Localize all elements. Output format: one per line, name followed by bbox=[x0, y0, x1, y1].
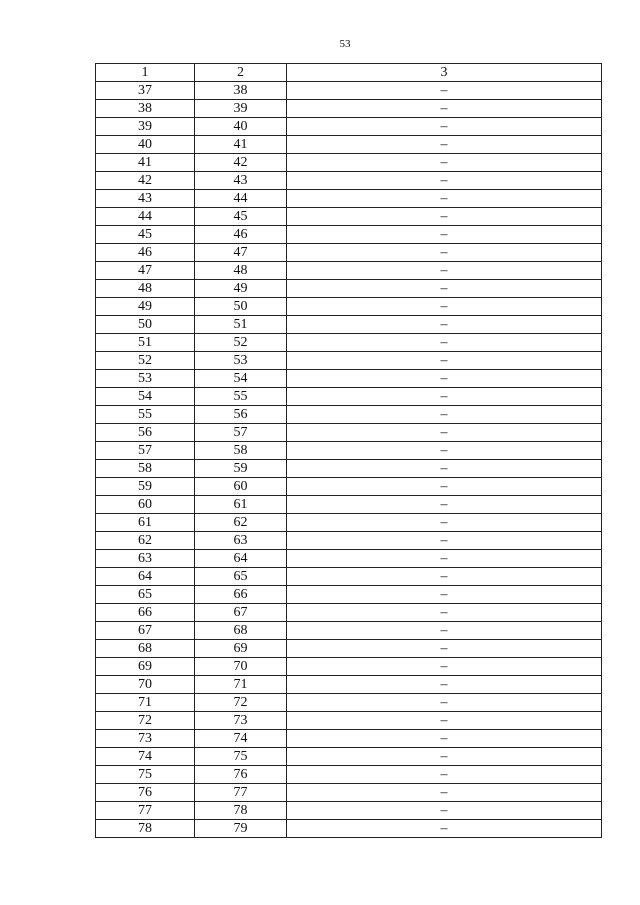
table-cell-col-3: – bbox=[287, 730, 602, 748]
table-cell-col-2: 78 bbox=[195, 802, 287, 820]
table-cell-col-1: 75 bbox=[96, 766, 195, 784]
table-row bbox=[96, 694, 602, 712]
table-cell-col-1: 78 bbox=[96, 820, 195, 838]
table-cell-col-2: 60 bbox=[195, 478, 287, 496]
table-body bbox=[96, 82, 602, 838]
table-cell-col-1: 47 bbox=[96, 262, 195, 280]
table-cell-col-3: – bbox=[287, 190, 602, 208]
table-row bbox=[96, 586, 602, 604]
table-cell-col-2: 56 bbox=[195, 406, 287, 424]
table-cell-col-1: 44 bbox=[96, 208, 195, 226]
table-cell-col-1: 64 bbox=[96, 568, 195, 586]
table-cell-col-3: – bbox=[287, 550, 602, 568]
table-cell-col-1: 48 bbox=[96, 280, 195, 298]
table-row bbox=[96, 568, 602, 586]
table-cell-col-1: 71 bbox=[96, 694, 195, 712]
table-cell-col-3: – bbox=[287, 334, 602, 352]
table-cell-col-2: 69 bbox=[195, 640, 287, 658]
data-table bbox=[95, 63, 602, 838]
table-row bbox=[96, 622, 602, 640]
table-cell-col-2: 38 bbox=[195, 82, 287, 100]
table-cell-col-2: 45 bbox=[195, 208, 287, 226]
table-cell-col-3: – bbox=[287, 532, 602, 550]
table-cell-col-2: 50 bbox=[195, 298, 287, 316]
table-cell-col-2: 55 bbox=[195, 388, 287, 406]
column-header-3: 3 bbox=[287, 64, 602, 82]
table-row bbox=[96, 172, 602, 190]
table-cell-col-2: 42 bbox=[195, 154, 287, 172]
table-cell-col-2: 64 bbox=[195, 550, 287, 568]
table-cell-col-1: 40 bbox=[96, 136, 195, 154]
table-row bbox=[96, 334, 602, 352]
table-row bbox=[96, 478, 602, 496]
table-cell-col-1: 41 bbox=[96, 154, 195, 172]
table-cell-col-3: – bbox=[287, 694, 602, 712]
table-row bbox=[96, 118, 602, 136]
table-cell-col-1: 50 bbox=[96, 316, 195, 334]
table-cell-col-3: – bbox=[287, 280, 602, 298]
table-cell-col-2: 68 bbox=[195, 622, 287, 640]
table-row bbox=[96, 676, 602, 694]
data-table-container bbox=[95, 63, 601, 838]
table-cell-col-3: – bbox=[287, 244, 602, 262]
table-cell-col-3: – bbox=[287, 226, 602, 244]
table-row bbox=[96, 226, 602, 244]
table-cell-col-3: – bbox=[287, 820, 602, 838]
table-cell-col-1: 39 bbox=[96, 118, 195, 136]
table-cell-col-2: 48 bbox=[195, 262, 287, 280]
table-cell-col-3: – bbox=[287, 658, 602, 676]
table-header bbox=[96, 64, 602, 82]
table-row bbox=[96, 424, 602, 442]
table-cell-col-1: 70 bbox=[96, 676, 195, 694]
table-cell-col-1: 65 bbox=[96, 586, 195, 604]
table-cell-col-2: 74 bbox=[195, 730, 287, 748]
table-row bbox=[96, 460, 602, 478]
table-cell-col-3: – bbox=[287, 604, 602, 622]
table-cell-col-3: – bbox=[287, 172, 602, 190]
table-cell-col-1: 61 bbox=[96, 514, 195, 532]
table-cell-col-3: – bbox=[287, 784, 602, 802]
table-cell-col-3: – bbox=[287, 766, 602, 784]
table-cell-col-2: 71 bbox=[195, 676, 287, 694]
table-row bbox=[96, 82, 602, 100]
table-row bbox=[96, 352, 602, 370]
table-row bbox=[96, 496, 602, 514]
table-row bbox=[96, 658, 602, 676]
table-cell-col-3: – bbox=[287, 316, 602, 334]
table-cell-col-1: 38 bbox=[96, 100, 195, 118]
table-cell-col-2: 41 bbox=[195, 136, 287, 154]
table-row bbox=[96, 316, 602, 334]
table-cell-col-1: 58 bbox=[96, 460, 195, 478]
table-cell-col-1: 74 bbox=[96, 748, 195, 766]
table-cell-col-1: 52 bbox=[96, 352, 195, 370]
table-row bbox=[96, 532, 602, 550]
table-cell-col-3: – bbox=[287, 622, 602, 640]
table-cell-col-3: – bbox=[287, 478, 602, 496]
table-row bbox=[96, 712, 602, 730]
table-cell-col-3: – bbox=[287, 298, 602, 316]
table-cell-col-2: 77 bbox=[195, 784, 287, 802]
table-cell-col-2: 73 bbox=[195, 712, 287, 730]
table-row bbox=[96, 208, 602, 226]
table-cell-col-1: 37 bbox=[96, 82, 195, 100]
table-cell-col-1: 73 bbox=[96, 730, 195, 748]
table-cell-col-2: 44 bbox=[195, 190, 287, 208]
table-cell-col-3: – bbox=[287, 100, 602, 118]
table-row bbox=[96, 514, 602, 532]
table-row bbox=[96, 280, 602, 298]
table-cell-col-3: – bbox=[287, 424, 602, 442]
table-cell-col-3: – bbox=[287, 352, 602, 370]
table-cell-col-2: 47 bbox=[195, 244, 287, 262]
table-row bbox=[96, 136, 602, 154]
table-cell-col-2: 39 bbox=[195, 100, 287, 118]
table-row bbox=[96, 784, 602, 802]
table-cell-col-3: – bbox=[287, 388, 602, 406]
table-cell-col-2: 79 bbox=[195, 820, 287, 838]
table-cell-col-2: 59 bbox=[195, 460, 287, 478]
table-cell-col-1: 49 bbox=[96, 298, 195, 316]
table-cell-col-3: – bbox=[287, 406, 602, 424]
table-cell-col-2: 49 bbox=[195, 280, 287, 298]
table-cell-col-2: 65 bbox=[195, 568, 287, 586]
table-cell-col-1: 77 bbox=[96, 802, 195, 820]
table-cell-col-3: – bbox=[287, 208, 602, 226]
table-cell-col-1: 69 bbox=[96, 658, 195, 676]
table-cell-col-2: 58 bbox=[195, 442, 287, 460]
table-cell-col-3: – bbox=[287, 586, 602, 604]
table-row bbox=[96, 154, 602, 172]
table-cell-col-3: – bbox=[287, 568, 602, 586]
table-cell-col-3: – bbox=[287, 460, 602, 478]
table-row bbox=[96, 802, 602, 820]
table-cell-col-3: – bbox=[287, 118, 602, 136]
table-row bbox=[96, 244, 602, 262]
table-row bbox=[96, 766, 602, 784]
table-cell-col-1: 60 bbox=[96, 496, 195, 514]
table-row bbox=[96, 190, 602, 208]
table-row bbox=[96, 442, 602, 460]
table-row bbox=[96, 388, 602, 406]
table-cell-col-2: 76 bbox=[195, 766, 287, 784]
table-row bbox=[96, 298, 602, 316]
table-cell-col-3: – bbox=[287, 136, 602, 154]
table-cell-col-3: – bbox=[287, 262, 602, 280]
table-cell-col-2: 52 bbox=[195, 334, 287, 352]
table-cell-col-2: 67 bbox=[195, 604, 287, 622]
table-cell-col-2: 61 bbox=[195, 496, 287, 514]
table-cell-col-3: – bbox=[287, 154, 602, 172]
table-row bbox=[96, 370, 602, 388]
table-cell-col-2: 75 bbox=[195, 748, 287, 766]
table-cell-col-1: 42 bbox=[96, 172, 195, 190]
column-header-2: 2 bbox=[195, 64, 287, 82]
table-cell-col-3: – bbox=[287, 712, 602, 730]
table-cell-col-2: 46 bbox=[195, 226, 287, 244]
table-cell-col-1: 76 bbox=[96, 784, 195, 802]
table-header-row bbox=[96, 64, 602, 82]
page-number: 53 bbox=[339, 38, 351, 50]
table-cell-col-3: – bbox=[287, 496, 602, 514]
table-cell-col-1: 51 bbox=[96, 334, 195, 352]
table-cell-col-2: 72 bbox=[195, 694, 287, 712]
table-cell-col-1: 68 bbox=[96, 640, 195, 658]
table-cell-col-1: 46 bbox=[96, 244, 195, 262]
table-cell-col-2: 53 bbox=[195, 352, 287, 370]
table-row bbox=[96, 604, 602, 622]
table-cell-col-1: 66 bbox=[96, 604, 195, 622]
table-row bbox=[96, 640, 602, 658]
table-cell-col-3: – bbox=[287, 748, 602, 766]
table-row bbox=[96, 550, 602, 568]
table-cell-col-1: 53 bbox=[96, 370, 195, 388]
table-cell-col-1: 62 bbox=[96, 532, 195, 550]
table-cell-col-1: 55 bbox=[96, 406, 195, 424]
table-row bbox=[96, 406, 602, 424]
column-header-1: 1 bbox=[96, 64, 195, 82]
table-cell-col-2: 63 bbox=[195, 532, 287, 550]
table-cell-col-1: 56 bbox=[96, 424, 195, 442]
table-row bbox=[96, 748, 602, 766]
table-row bbox=[96, 100, 602, 118]
table-cell-col-1: 54 bbox=[96, 388, 195, 406]
table-cell-col-1: 63 bbox=[96, 550, 195, 568]
table-cell-col-3: – bbox=[287, 640, 602, 658]
table-cell-col-1: 67 bbox=[96, 622, 195, 640]
table-cell-col-1: 72 bbox=[96, 712, 195, 730]
table-row bbox=[96, 730, 602, 748]
table-cell-col-1: 59 bbox=[96, 478, 195, 496]
table-cell-col-1: 45 bbox=[96, 226, 195, 244]
table-row bbox=[96, 262, 602, 280]
table-cell-col-1: 57 bbox=[96, 442, 195, 460]
table-cell-col-3: – bbox=[287, 370, 602, 388]
table-cell-col-2: 40 bbox=[195, 118, 287, 136]
table-cell-col-2: 54 bbox=[195, 370, 287, 388]
table-row bbox=[96, 820, 602, 838]
table-cell-col-3: – bbox=[287, 82, 602, 100]
table-cell-col-2: 57 bbox=[195, 424, 287, 442]
table-cell-col-3: – bbox=[287, 802, 602, 820]
table-cell-col-2: 66 bbox=[195, 586, 287, 604]
table-cell-col-1: 43 bbox=[96, 190, 195, 208]
table-cell-col-3: – bbox=[287, 676, 602, 694]
table-cell-col-3: – bbox=[287, 514, 602, 532]
table-cell-col-2: 70 bbox=[195, 658, 287, 676]
table-cell-col-2: 62 bbox=[195, 514, 287, 532]
table-cell-col-2: 43 bbox=[195, 172, 287, 190]
table-cell-col-3: – bbox=[287, 442, 602, 460]
table-cell-col-2: 51 bbox=[195, 316, 287, 334]
